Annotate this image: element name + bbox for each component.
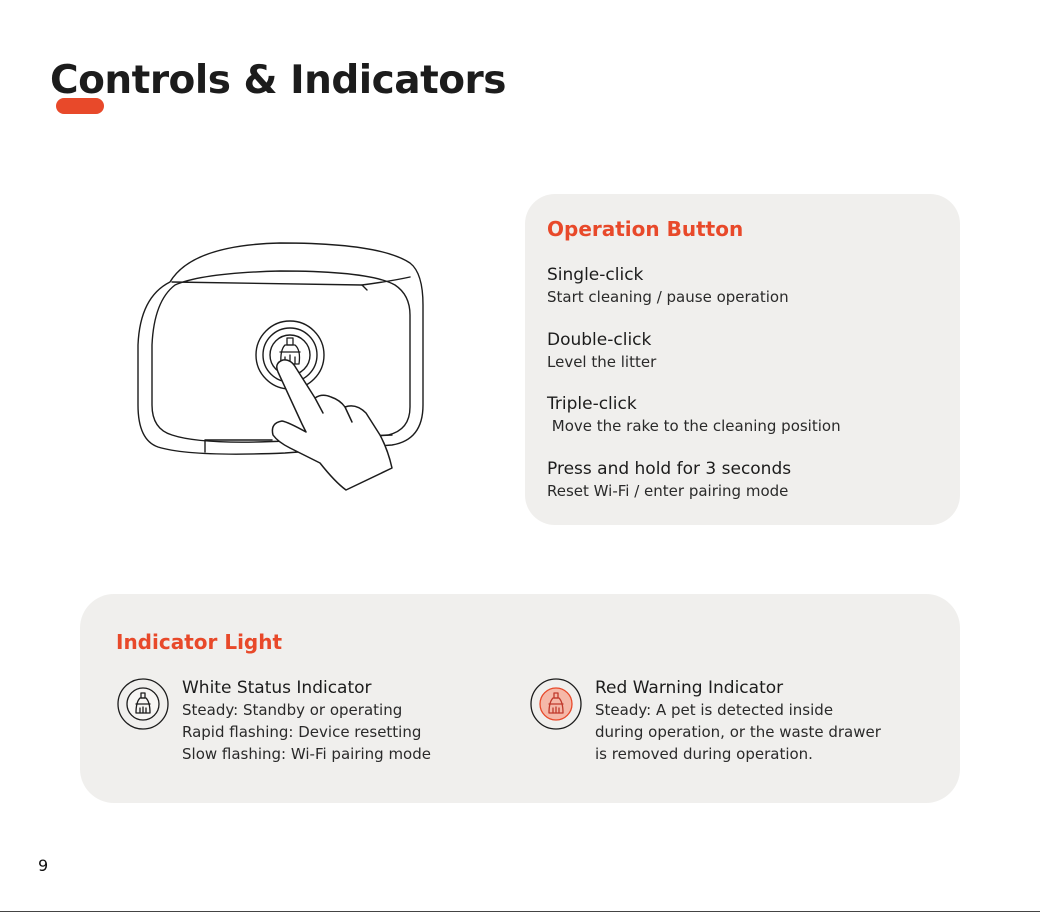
operation-desc: Start cleaning / pause operation <box>547 288 789 306</box>
operation-heading: Operation Button <box>547 217 744 241</box>
operation-label: Press and hold for 3 seconds <box>547 459 792 479</box>
title-block <box>50 58 506 103</box>
pointing-hand-icon <box>272 360 392 490</box>
red-indicator-label: Red Warning Indicator <box>595 678 784 698</box>
operation-button-card <box>525 194 960 525</box>
operation-item-press-hold <box>547 458 791 502</box>
red-indicator-line: during operation, or the waste drawer <box>595 723 881 741</box>
operation-item-double-click <box>547 329 656 373</box>
red-indicator-text <box>595 677 881 765</box>
operation-desc: Move the rake to the cleaning position <box>547 417 841 435</box>
broom-icon <box>116 677 170 731</box>
white-indicator-text <box>182 677 431 765</box>
indicator-light-card <box>80 594 960 803</box>
operation-item-triple-click <box>547 393 841 437</box>
white-indicator-line: Steady: Standby or operating <box>182 701 403 719</box>
bottom-divider <box>0 911 1040 912</box>
operation-desc: Level the litter <box>547 353 657 371</box>
page-title: Controls & Indicators <box>50 58 506 103</box>
device-illustration <box>130 235 430 495</box>
red-indicator-line: Steady: A pet is detected inside <box>595 701 834 719</box>
white-indicator-line: Slow flashing: Wi-Fi pairing mode <box>182 745 431 763</box>
indicator-heading: Indicator Light <box>116 630 283 654</box>
operation-label: Double-click <box>547 330 652 350</box>
operation-item-single-click <box>547 264 789 308</box>
white-indicator-label: White Status Indicator <box>182 678 372 698</box>
page-number: 9 <box>38 856 49 875</box>
broom-icon <box>529 677 583 731</box>
operation-label: Single-click <box>547 265 644 285</box>
white-indicator-line: Rapid flashing: Device resetting <box>182 723 422 741</box>
red-indicator-line: is removed during operation. <box>595 745 813 763</box>
operation-desc: Reset Wi-Fi / enter pairing mode <box>547 482 789 500</box>
operation-label: Triple-click <box>547 394 637 414</box>
